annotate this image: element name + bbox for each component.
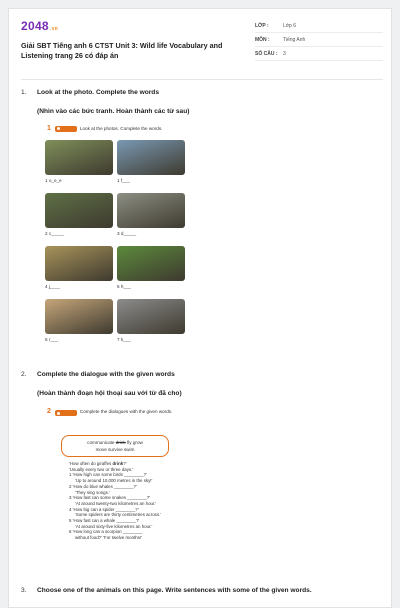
photo-caption: 1 o_e_e bbox=[45, 178, 62, 183]
given-word: drink bbox=[115, 440, 126, 445]
word-box-line bbox=[62, 446, 168, 453]
exercise-badge-icon bbox=[55, 126, 77, 132]
question-number: 3. bbox=[21, 587, 27, 594]
exercise-2-heading bbox=[47, 409, 187, 416]
exercise-number: 2 bbox=[47, 408, 51, 415]
exercise-number: 1 bbox=[47, 125, 51, 132]
dialogue-list bbox=[69, 461, 209, 541]
dialogue-line: 'At around twenty-two kilometres an hour.' bbox=[75, 500, 157, 506]
question-translation: (Hoàn thành đoạn hội thoại sau với từ đã cho) bbox=[37, 390, 182, 397]
photo-caption: 4 j____ bbox=[45, 284, 61, 289]
question-number: 1. bbox=[21, 89, 27, 96]
dialogue-line: 5 'How fast can a whale ________?' bbox=[69, 518, 140, 524]
animal-photo bbox=[45, 246, 113, 281]
animal-photo bbox=[117, 140, 185, 175]
meta-value: Tiếng Anh bbox=[283, 36, 306, 43]
example-answer: drink bbox=[112, 461, 124, 466]
meta-value: 3 bbox=[283, 50, 286, 57]
meta-row-count bbox=[255, 47, 383, 61]
dialogue-line: 'They sing songs.' bbox=[75, 489, 110, 495]
dialogue-line: 'Some spiders are thirty centimetres across.' bbox=[75, 512, 162, 518]
document-header bbox=[21, 19, 383, 75]
question-text: Look at the photo. Complete the words bbox=[37, 89, 159, 96]
dialogue-line: 2 'How do blue whales ________?' bbox=[69, 483, 137, 489]
dialogue-line: 'How often do giraffes drink?' bbox=[69, 461, 127, 466]
exercise-1-heading bbox=[47, 125, 162, 132]
animal-photo bbox=[45, 299, 113, 334]
dialogue-line: without food?' 'For twelve months!' bbox=[75, 535, 142, 541]
animal-photo bbox=[117, 193, 185, 228]
site-logo[interactable]: 2048.vn bbox=[21, 19, 59, 33]
photo-caption: 3 d_____ bbox=[117, 231, 137, 236]
photo-caption: 1 f___ bbox=[117, 178, 130, 183]
dialogue-line: 'At around sixty-five kilometres an hour.' bbox=[75, 523, 153, 529]
given-word: fly bbox=[127, 440, 132, 445]
given-word: survive bbox=[108, 447, 123, 452]
meta-row-class bbox=[255, 19, 383, 33]
dialogue-line: 1 'How high can some birds ________?' bbox=[69, 472, 147, 478]
question-number: 2. bbox=[21, 371, 27, 378]
dialogue-line: 'Up to around 10,000 metres in the sky!' bbox=[75, 478, 153, 484]
photo-caption: 6 r___ bbox=[45, 337, 59, 342]
meta-label: LỚP : bbox=[255, 22, 269, 29]
animal-photo bbox=[117, 299, 185, 334]
given-word: swim bbox=[123, 447, 135, 452]
document-page bbox=[8, 8, 392, 608]
meta-label: MÔN : bbox=[255, 36, 270, 43]
animal-photo bbox=[45, 193, 113, 228]
photo-caption: 7 k___ bbox=[117, 337, 131, 342]
photo-caption: 2 c_____ bbox=[45, 231, 64, 236]
animal-photo bbox=[45, 140, 113, 175]
word-box-line bbox=[62, 439, 168, 446]
meta-label: SỐ CÂU : bbox=[255, 50, 278, 57]
given-word: move bbox=[95, 447, 107, 452]
question-translation: (Nhìn vào các bức tranh. Hoàn thành các từ sau) bbox=[37, 108, 190, 115]
dialogue-line: 'Usually every two or three days.' bbox=[69, 466, 134, 472]
exercise-badge-icon bbox=[55, 410, 77, 416]
word-box bbox=[61, 435, 169, 457]
meta-value: Lớp 6 bbox=[283, 22, 297, 29]
question-text: Choose one of the animals on this page. Write sentences with some of the given words. bbox=[37, 587, 312, 594]
dialogue-line: 3 'How fast can some snakes ________?' bbox=[69, 495, 151, 501]
header-divider bbox=[21, 79, 383, 80]
given-word: grow bbox=[132, 440, 143, 445]
dialogue-line: 6 'How long can a scorpion ________ bbox=[69, 529, 143, 535]
meta-table bbox=[255, 19, 383, 61]
exercise-instruction: Look at the photos. Complete the words. bbox=[79, 126, 163, 131]
dialogue-line: 4 'How big can a spider ________?' bbox=[69, 506, 139, 512]
animal-photo bbox=[117, 246, 185, 281]
document-title: Giải SBT Tiếng anh 6 CTST Unit 3: Wild life Vocabulary and Listening trang 26 có đáp án bbox=[21, 41, 223, 60]
meta-row-subject bbox=[255, 33, 383, 47]
photo-caption: 5 h___ bbox=[117, 284, 132, 289]
question-text: Complete the dialogue with the given words bbox=[37, 371, 175, 378]
given-word: communicate bbox=[87, 440, 115, 445]
exercise-instruction: Complete the dialogues with the given words. bbox=[79, 409, 173, 414]
